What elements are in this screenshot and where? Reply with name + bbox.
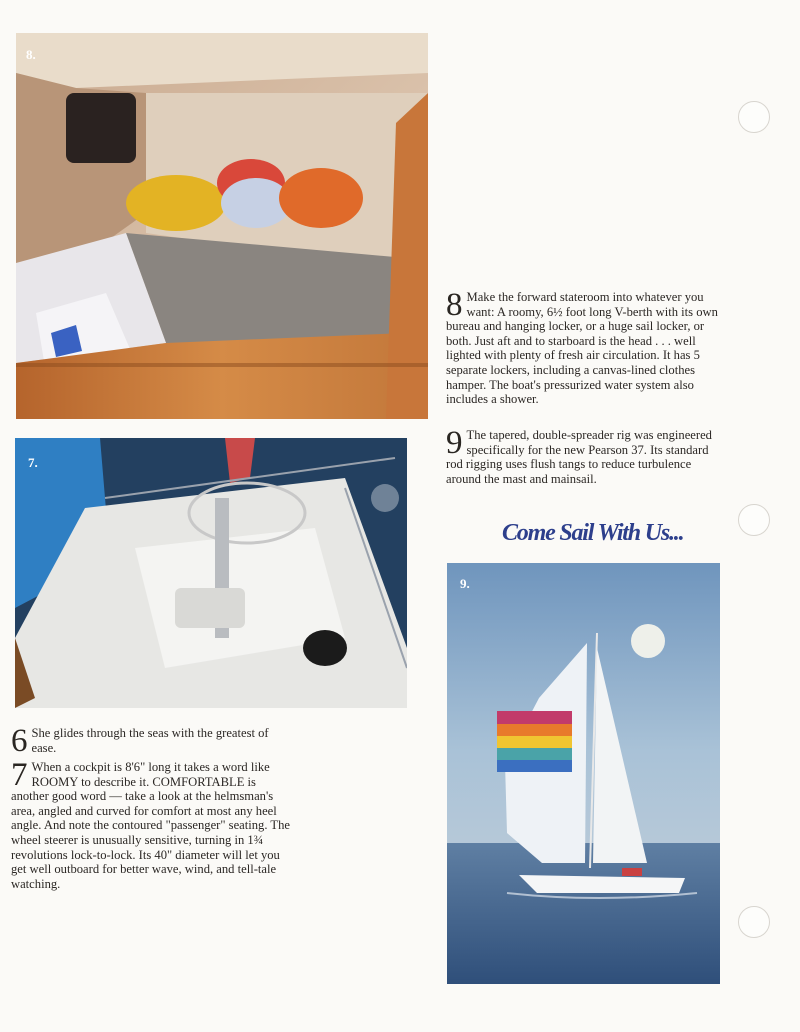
caption-text: She glides through the seas with the greatest of ease. <box>31 726 269 755</box>
caption-text: Make the forward stateroom into whatever you want: A roomy, 6½ foot long V-berth with its own bureau and hanging locker, or a huge sail locker, or both. Just aft and to starboard is the head . . . well lighted with plenty of fresh air circulation. It has 5 separate lockers, including a canvas-lined clothes hamper. The boat's pressurized water system also includes a shower. <box>446 290 718 407</box>
caption-paragraph <box>11 723 294 759</box>
caption-number: 7 <box>11 757 28 793</box>
caption-paragraph <box>11 757 294 891</box>
sailboat-photo <box>447 563 720 984</box>
headline: Come Sail With Us... <box>502 520 684 546</box>
sailboat-illustration <box>447 563 720 984</box>
binder-hole <box>738 101 770 133</box>
caption-stateroom <box>446 287 722 409</box>
binder-hole <box>738 504 770 536</box>
cockpit-photo <box>15 438 407 708</box>
cockpit-illustration <box>15 438 407 708</box>
caption-text: The tapered, double-spreader rig was engineered specifically for the new Pearson 37. Its standard rod rigging uses flush tangs to reduce turbulence around the mast and mainsail. <box>446 428 712 486</box>
caption-cockpit <box>11 757 294 893</box>
binder-hole <box>738 906 770 938</box>
photo-number-label: 8. <box>26 47 36 62</box>
caption-paragraph <box>446 287 722 407</box>
caption-glide <box>11 723 294 759</box>
caption-number: 6 <box>11 723 28 759</box>
stateroom-photo <box>16 33 428 419</box>
stateroom-illustration <box>16 33 428 419</box>
photo-number-label: 7. <box>28 455 38 470</box>
caption-paragraph <box>446 425 722 486</box>
caption-text: When a cockpit is 8'6" long it takes a word like ROOMY to describe it. COMFORTABLE is another good word — take a look at the helmsman's area, angled and curved for comfort at most any heel angle. And note the contoured "passenger" seating. The wheel steerer is unusually sensitive, turning in 1¾ revolutions lock-to-lock. Its 40" diameter will let you get well outboard for better wave, wind, and tell-tale watching. <box>11 760 290 891</box>
caption-rig <box>446 425 722 488</box>
caption-number: 9 <box>446 425 463 461</box>
caption-number: 8 <box>446 287 463 323</box>
photo-number-label: 9. <box>460 576 470 591</box>
